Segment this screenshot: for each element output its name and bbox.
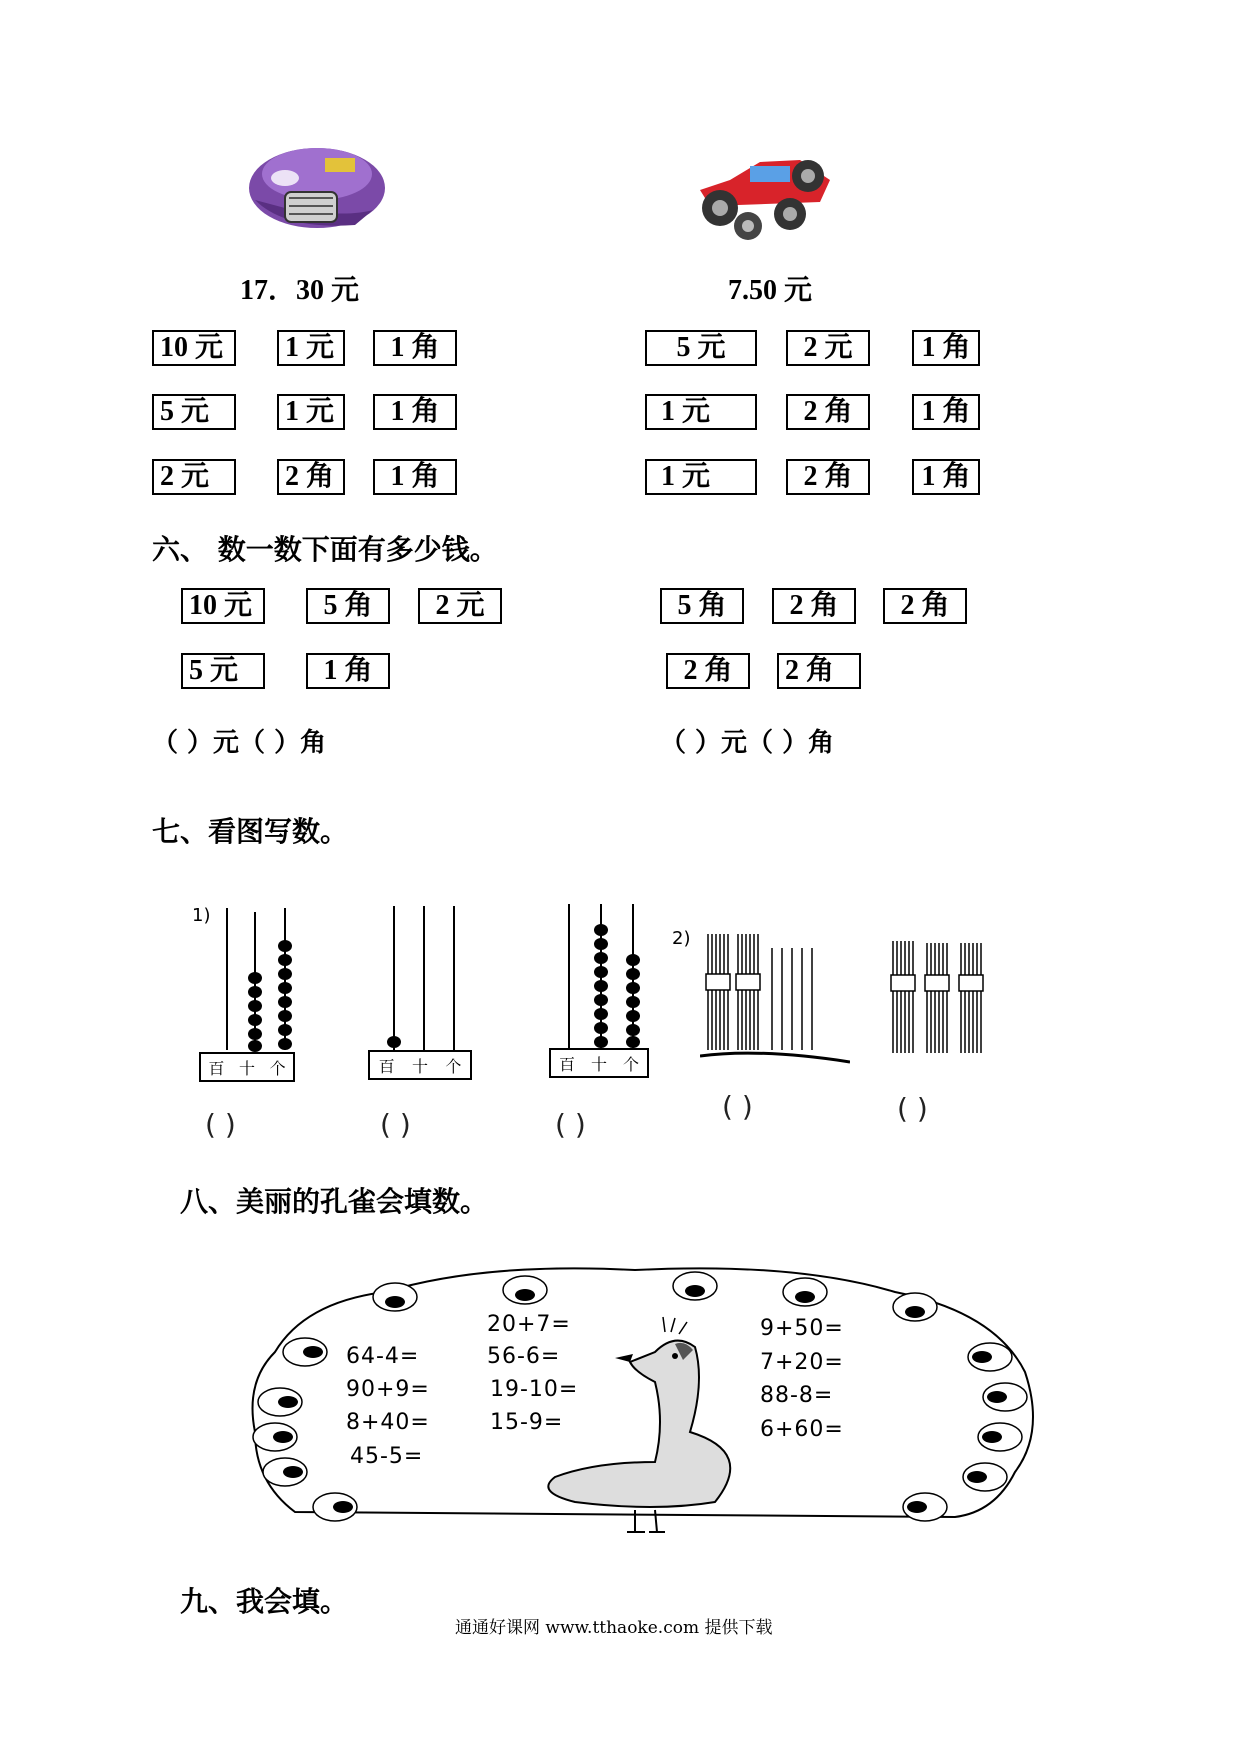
iron-icon [245, 130, 395, 235]
sticks-2-answer[interactable]: ( ) [897, 1092, 928, 1125]
equation: 45-5= [350, 1444, 424, 1469]
money-box: 1 角 [373, 394, 457, 430]
money-box: 5 角 [306, 588, 390, 624]
sticks-icon [885, 935, 1015, 1070]
money-box: 5 元 [645, 330, 757, 366]
equation: 15-9= [490, 1410, 564, 1435]
abacus-3 [555, 900, 655, 1090]
money-box: 2 角 [777, 653, 861, 689]
abacus-1 [205, 900, 305, 1090]
section-9-heading: 九、我会填。 [180, 1585, 349, 1618]
place-label: 个 [269, 1058, 286, 1078]
money-box: 2 角 [786, 459, 870, 495]
car-toy-image [690, 140, 840, 245]
place-label: 十 [590, 1054, 607, 1074]
money-box: 5 角 [660, 588, 744, 624]
money-box: 5 元 [181, 653, 265, 689]
money-box: 1 角 [912, 459, 980, 495]
equation: 6+60= [760, 1417, 844, 1442]
part-2-mark: 2) [672, 928, 691, 949]
abacus-base [549, 1048, 649, 1078]
answer-blank-right[interactable]: （ ）元（ ）角 [660, 728, 835, 758]
abacus-3-answer[interactable]: ( ) [555, 1108, 586, 1141]
money-box: 1 角 [912, 394, 980, 430]
money-box: 10 元 [181, 588, 265, 624]
abacus-2 [372, 900, 472, 1090]
money-box: 2 角 [666, 653, 750, 689]
money-box: 2 角 [786, 394, 870, 430]
money-box: 1 元 [277, 330, 345, 366]
money-box: 5 元 [152, 394, 236, 430]
money-box: 2 元 [418, 588, 502, 624]
equation: 90+9= [346, 1377, 430, 1402]
equation: 20+7= [487, 1312, 571, 1337]
place-label: 十 [238, 1058, 255, 1078]
sticks-icon [700, 930, 850, 1070]
money-box: 2 角 [772, 588, 856, 624]
equation: 56-6= [487, 1344, 561, 1369]
section-8-heading: 八、美丽的孔雀会填数。 [180, 1185, 489, 1218]
abacus-base [368, 1050, 472, 1080]
footer-credit: 通通好课网 www.tthaoke.com 提供下载 [455, 1618, 773, 1638]
sticks-1-answer[interactable]: ( ) [722, 1090, 753, 1123]
equation: 7+20= [760, 1350, 844, 1375]
money-box: 1 元 [277, 394, 345, 430]
money-box: 10 元 [152, 330, 236, 366]
money-box: 2 元 [152, 459, 236, 495]
money-box: 1 角 [912, 330, 980, 366]
item-left-price: 17．30 元 [240, 275, 360, 306]
place-label: 个 [622, 1054, 639, 1074]
money-box: 1 元 [645, 459, 757, 495]
item-right-price: 7.50 元 [728, 275, 813, 306]
abacus-2-answer[interactable]: ( ) [380, 1108, 411, 1141]
place-label: 百 [208, 1058, 225, 1078]
iron-toy-image [245, 130, 395, 235]
equation: 8+40= [346, 1410, 430, 1435]
money-box: 2 元 [786, 330, 870, 366]
section-7-heading: 七、看图写数。 [152, 815, 349, 848]
car-icon [690, 140, 840, 245]
equation: 9+50= [760, 1316, 844, 1341]
equation: 64-4= [346, 1344, 420, 1369]
equation: 19-10= [490, 1377, 579, 1402]
money-box: 1 角 [306, 653, 390, 689]
money-box: 2 角 [883, 588, 967, 624]
answer-blank-left[interactable]: （ ）元（ ）角 [152, 728, 327, 758]
equation: 88-8= [760, 1383, 834, 1408]
part-1-mark: 1) [192, 905, 211, 926]
place-label: 百 [378, 1056, 395, 1076]
place-label: 十 [411, 1056, 428, 1076]
section-6-heading: 六、 数一数下面有多少钱。 [152, 533, 498, 566]
stick-bundles-1 [700, 930, 850, 1070]
money-box: 1 角 [373, 330, 457, 366]
money-box: 2 角 [277, 459, 345, 495]
abacus-1-answer[interactable]: ( ) [205, 1108, 236, 1141]
money-box: 1 元 [645, 394, 757, 430]
money-box: 1 角 [373, 459, 457, 495]
place-label: 百 [558, 1054, 575, 1074]
abacus-base [199, 1052, 295, 1082]
stick-bundles-2 [885, 935, 1015, 1070]
place-label: 个 [445, 1056, 462, 1076]
